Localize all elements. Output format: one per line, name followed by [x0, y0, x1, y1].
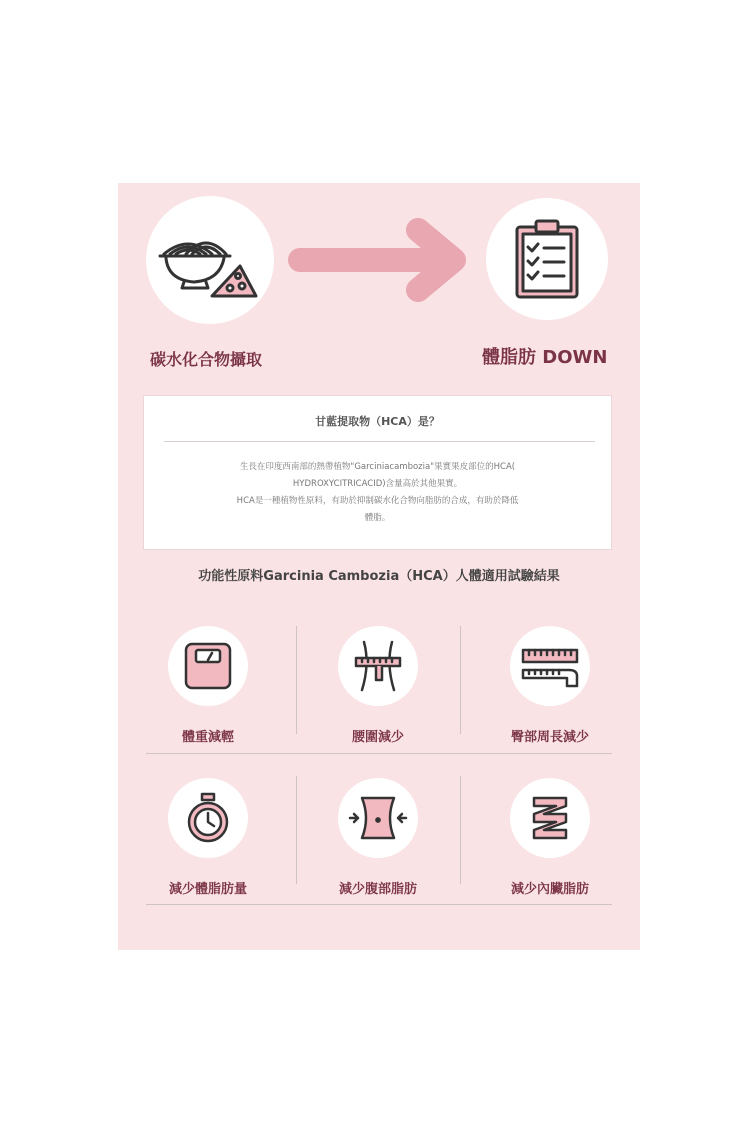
- carb-intake-label: 碳水化合物攝取: [150, 350, 263, 369]
- body-fat-down-label: 體脂肪 DOWN: [482, 347, 608, 368]
- clipboard-checklist-icon: [512, 217, 582, 301]
- info-title: 甘藍提取物（HCA）是？: [315, 415, 440, 428]
- result-label: 減少體脂肪量: [168, 882, 247, 897]
- grid-divider: [460, 776, 461, 884]
- info-divider: [164, 441, 595, 442]
- carbs-circle: [146, 196, 274, 324]
- waist-tape-icon: [350, 638, 406, 694]
- result-label: 減少腹部脂肪: [338, 882, 417, 897]
- visceral-tape-icon: [530, 794, 570, 842]
- stopwatch-circle: [168, 778, 248, 858]
- info-line: 生長在印度西南部的熱帶植物"Garciniacambozia"果實果皮部位的HCA(: [239, 462, 516, 472]
- grid-divider: [296, 626, 297, 734]
- result-label: 腰圍減少: [351, 730, 404, 745]
- measuring-tape-icon: [521, 644, 579, 688]
- belly-fat-icon: [348, 792, 408, 844]
- result-waist: [298, 626, 458, 745]
- result-belly-fat: [298, 778, 458, 897]
- grid-divider: [146, 753, 612, 754]
- result-label: 臀部周長減少: [510, 730, 589, 745]
- grid-divider: [146, 904, 612, 905]
- result-hip: [470, 626, 630, 745]
- result-body-fat: [128, 778, 288, 897]
- visceral-circle: [510, 778, 590, 858]
- result-visceral-fat: [470, 778, 630, 897]
- result-label: 減少內臟脂肪: [510, 882, 589, 897]
- fat-down-circle: [486, 198, 608, 320]
- info-line: HCA是一種植物性原料，有助於抑制碳水化合物向脂肪的合成，有助於降低: [236, 496, 519, 506]
- info-body: [184, 459, 571, 527]
- hca-info-box: [143, 395, 612, 550]
- scale-circle: [168, 626, 248, 706]
- info-line: HYDROXYCITRICACID)含量高於其他果實。: [292, 479, 463, 489]
- result-weight: [128, 626, 288, 745]
- noodle-pizza-icon: [158, 220, 262, 300]
- grid-divider: [460, 626, 461, 734]
- results-heading: 功能性原料Garcinia Cambozia（HCA）人體適用試驗結果: [198, 569, 560, 584]
- info-line: 體脂。: [364, 513, 391, 523]
- grid-divider: [296, 776, 297, 884]
- scale-icon: [182, 640, 234, 692]
- tape-circle: [510, 626, 590, 706]
- waist-circle: [338, 626, 418, 706]
- belly-circle: [338, 778, 418, 858]
- result-label: 體重減輕: [181, 730, 234, 745]
- right-arrow-icon: [288, 214, 478, 304]
- stopwatch-icon: [185, 792, 231, 844]
